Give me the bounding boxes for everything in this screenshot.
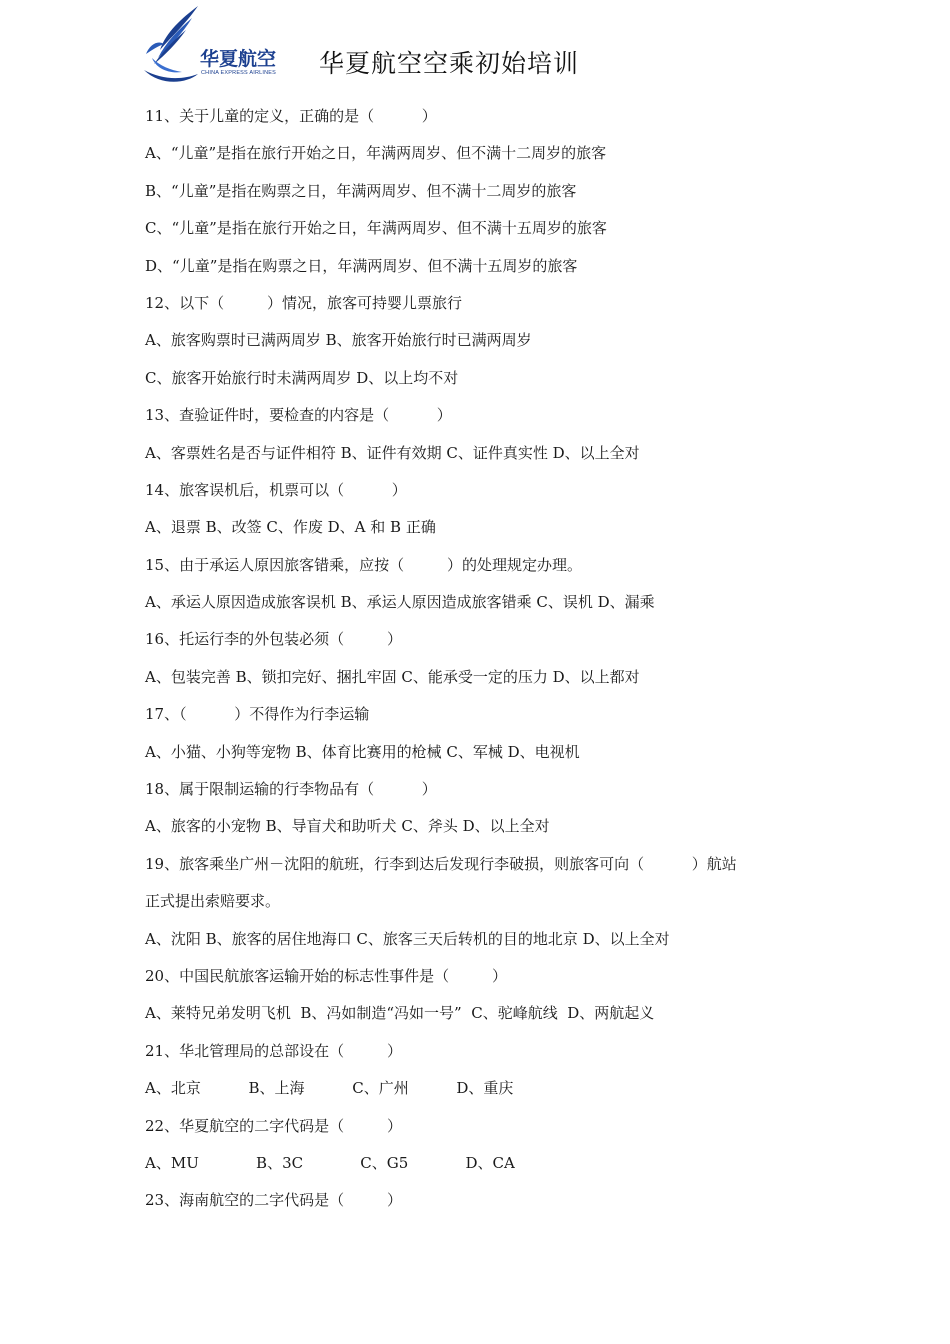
text-line: A、承运人原因造成旅客误机 B、承运人原因造成旅客错乘 C、误机 D、漏乘 — [145, 593, 655, 612]
text-line: A、退票 B、改签 C、作废 D、A 和 B 正确 — [145, 518, 436, 537]
text-line: A、MU B、3C C、G5 D、CA — [145, 1153, 515, 1172]
text-line: 11、关于儿童的定义，正确的是（ ） — [145, 107, 437, 125]
text-line: 22、华夏航空的二字代码是（ ） — [145, 1116, 403, 1135]
text-line: 15、由于承运人原因旅客错乘，应按（ ）的处理规定办理。 — [145, 555, 583, 574]
text-line: 正式提出索赔要求。 — [145, 892, 281, 911]
text-line: C、旅客开始旅行时未满两周岁 D、以上均不对 — [145, 368, 459, 387]
page-title: 华夏航空空乘初始培训 — [319, 49, 580, 78]
text-line: A、包装完善 B、锁扣完好、捆扎牢固 C、能承受一定的压力 D、以上都对 — [145, 667, 640, 686]
text-line: A、莱特兄弟发明飞机 B、冯如制造“冯如一号” C、驼峰航线 D、两航起义 — [145, 1004, 655, 1023]
question-list — [145, 98, 865, 1220]
text-line: 17、（ ）不得作为行李运输 — [145, 705, 370, 724]
text-line: 19、旅客乘坐广州－沈阳的航班，行李到达后发现行李破损，则旅客可向（ ）航站 — [145, 854, 737, 873]
text-line: 12、以下（ ）情况，旅客可持婴儿票旅行 — [145, 293, 463, 312]
page-header — [0, 0, 950, 90]
airline-logo — [140, 4, 280, 84]
logo-chinese-text: 华夏航空 — [200, 48, 277, 70]
logo-english-text: CHINA EXPRESS AIRLINES — [201, 70, 277, 76]
text-line: 16、托运行李的外包装必须（ ） — [145, 630, 403, 649]
text-line: A、旅客的小宠物 B、导盲犬和助听犬 C、斧头 D、以上全对 — [145, 817, 550, 836]
text-line: 21、华北管理局的总部设在（ ） — [145, 1041, 403, 1060]
text-line: A、“儿童”是指在旅行开始之日，年满两周岁、但不满十二周岁的旅客 — [145, 144, 607, 163]
text-line: 20、中国民航旅客运输开始的标志性事件是（ ） — [145, 966, 508, 985]
text-line: C、“儿童”是指在旅行开始之日，年满两周岁、但不满十五周岁的旅客 — [145, 219, 607, 238]
text-line: A、沈阳 B、旅客的居住地海口 C、旅客三天后转机的目的地北京 D、以上全对 — [145, 929, 670, 948]
text-line: D、“儿童”是指在购票之日，年满两周岁、但不满十五周岁的旅客 — [145, 256, 578, 275]
text-line: 18、属于限制运输的行李物品有（ ） — [145, 780, 437, 799]
text-line: 23、海南航空的二字代码是（ ） — [145, 1191, 403, 1210]
text-line: B、“儿童”是指在购票之日，年满两周岁、但不满十二周岁的旅客 — [145, 181, 577, 200]
text-line: 13、查验证件时，要检查的内容是（ ） — [145, 406, 452, 425]
text-line: A、北京 B、上海 C、广州 D、重庆 — [145, 1079, 514, 1098]
text-line: A、客票姓名是否与证件相符 B、证件有效期 C、证件真实性 D、以上全对 — [145, 443, 640, 462]
text-line: A、旅客购票时已满两周岁 B、旅客开始旅行时已满两周岁 — [145, 331, 532, 350]
text-line: 14、旅客误机后，机票可以（ ） — [145, 480, 407, 499]
text-line: A、小猫、小狗等宠物 B、体育比赛用的枪械 C、军械 D、电视机 — [145, 742, 580, 761]
